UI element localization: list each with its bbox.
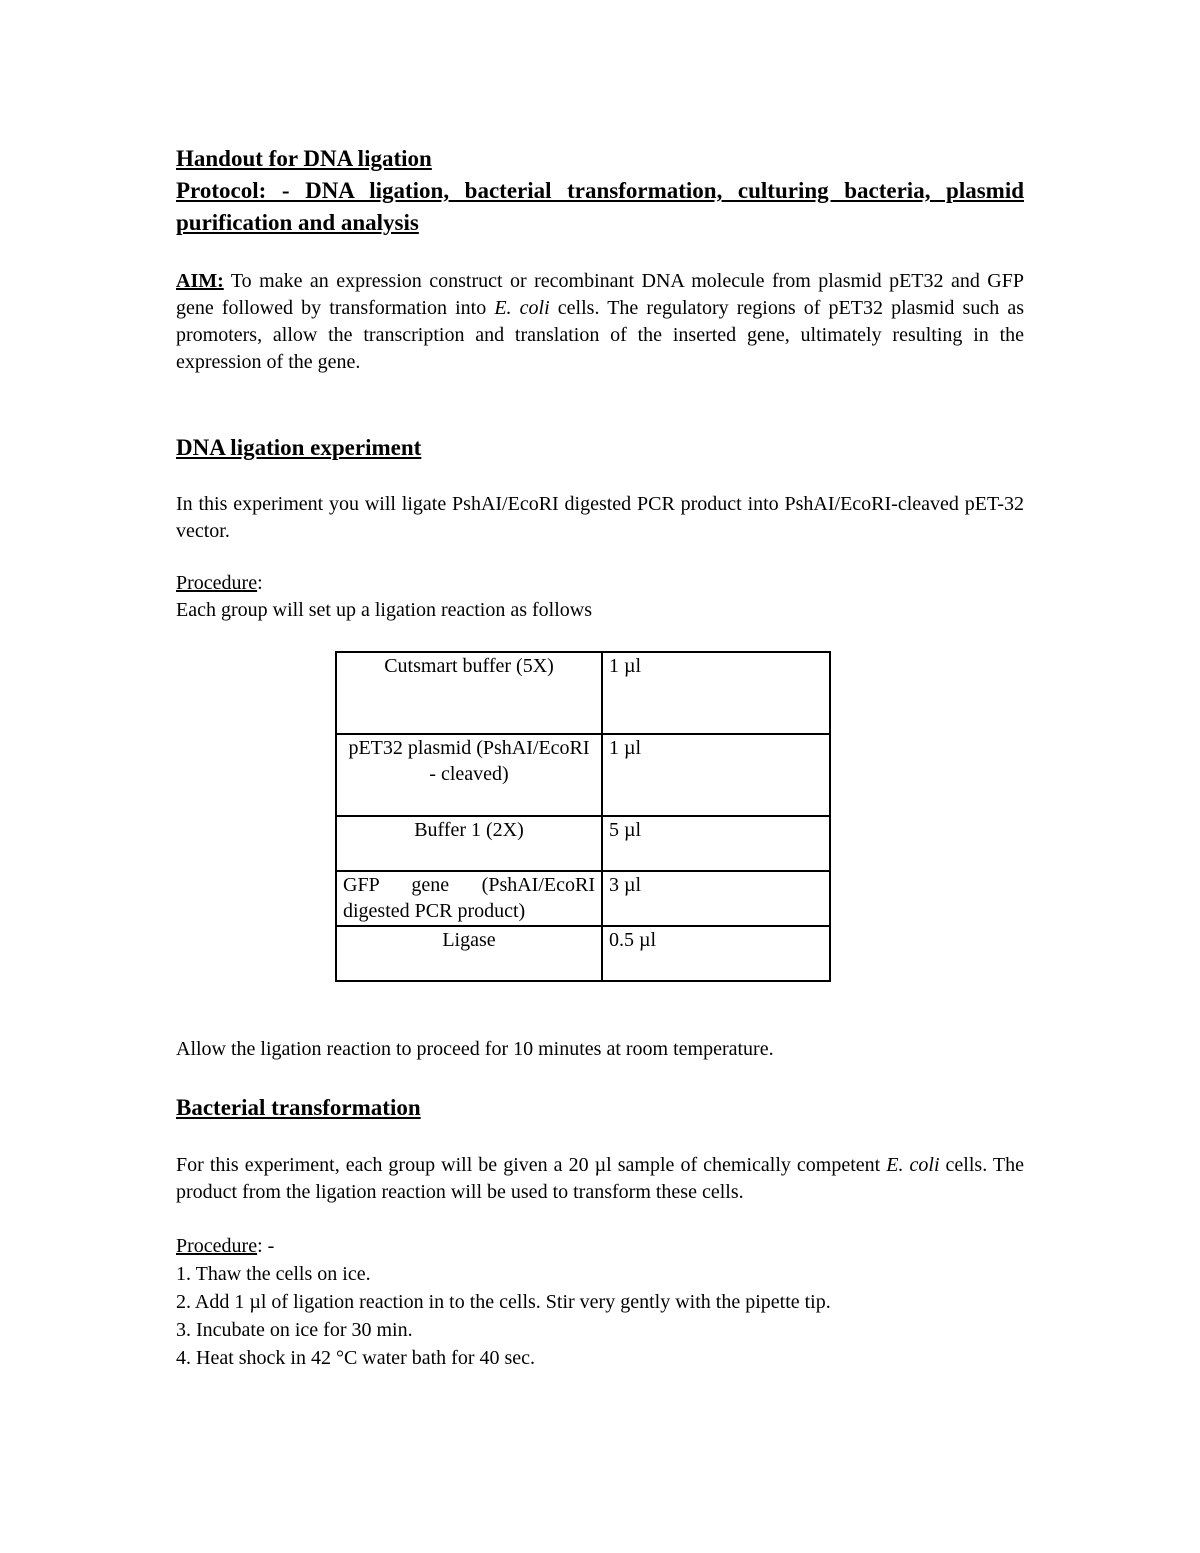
transformation-steps [176,1260,1024,1372]
amount-cell: 3 µl [602,871,830,926]
amount-cell: 0.5 µl [602,926,830,981]
aim-organism: E. coli [494,297,550,319]
transformation-intro-wrap [176,1152,1024,1206]
list-item: 2. Add 1 µl of ligation reaction in to the cells. Stir very gently with the pipette tip. [176,1291,831,1313]
amount-cell: 1 µl [602,734,830,816]
amount-cell: 5 µl [602,816,830,871]
protocol-heading: Protocol: - DNA ligation, bacterial transformation, culturing bacteria, plasmid purification and analysis [176,178,1024,235]
list-item: 3. Incubate on ice for 30 min. [176,1319,413,1341]
table-row [336,926,830,981]
ligation-procedure-label: Procedure [176,572,258,594]
document-title: Handout for DNA ligation [176,146,432,171]
ligation-after-wrap [176,1036,1024,1063]
transformation-procedure-label: Procedure [176,1235,258,1257]
ligation-section-heading-wrap [176,432,1024,464]
ligation-after-text: Allow the ligation reaction to proceed for 10 minutes at room temperature. [176,1038,774,1060]
table-row [336,816,830,871]
ligation-heading: DNA ligation experiment [176,435,422,460]
ligation-intro-wrap [176,491,1024,545]
transformation-intro-2: cells. The product from the ligation reaction will be used to transform these cells. [176,1154,1024,1203]
ligation-setup-text: Each group will set up a ligation reaction as follows [176,599,593,621]
transformation-procedure-wrap [176,1233,1024,1372]
reagent-cell: pET32 plasmid (PshAI/EcoRI - cleaved) [336,734,602,816]
table-row [336,871,830,926]
reagent-cell: GFP gene (PshAI/EcoRI digested PCR product) [336,871,602,926]
reagent-cell: Buffer 1 (2X) [336,816,602,871]
header-block [176,143,1024,239]
transformation-heading-wrap [176,1092,1024,1124]
transformation-organism: E. coli [886,1154,940,1176]
aim-text-2: cells. The regulatory regions of pET32 plasmid such as promoters, allow the transcription and translation of the inserted gene, ultimately resulting in the expression of the gene. [176,297,1024,373]
aim-text-1: To make an expression construct or recombinant DNA molecule from plasmid pET32 and GFP gene followed by transformation into [176,270,1024,319]
ligation-intro: In this experiment you will ligate PshAI/EcoRI digested PCR product into PshAI/EcoRI-cleaved pET-32 vector. [176,493,1024,542]
reagent-cell: Cutsmart buffer (5X) [336,652,602,734]
list-item: 1. Thaw the cells on ice. [176,1263,371,1285]
ligation-procedure-colon: : [257,572,263,594]
amount-cell: 1 µl [602,652,830,734]
ligation-reaction-table [335,651,831,982]
aim-paragraph [176,268,1024,376]
aim-label: AIM: [176,270,224,292]
reagent-cell: Ligase [336,926,602,981]
table-row [336,652,830,734]
table-row [336,734,830,816]
transformation-heading: Bacterial transformation [176,1095,421,1120]
transformation-intro-1: For this experiment, each group will be given a 20 µl sample of chemically competent [176,1154,887,1176]
list-item: 4. Heat shock in 42 °C water bath for 40 sec. [176,1347,536,1369]
transformation-procedure-suffix: : - [257,1235,275,1257]
ligation-procedure-wrap [176,570,1024,624]
